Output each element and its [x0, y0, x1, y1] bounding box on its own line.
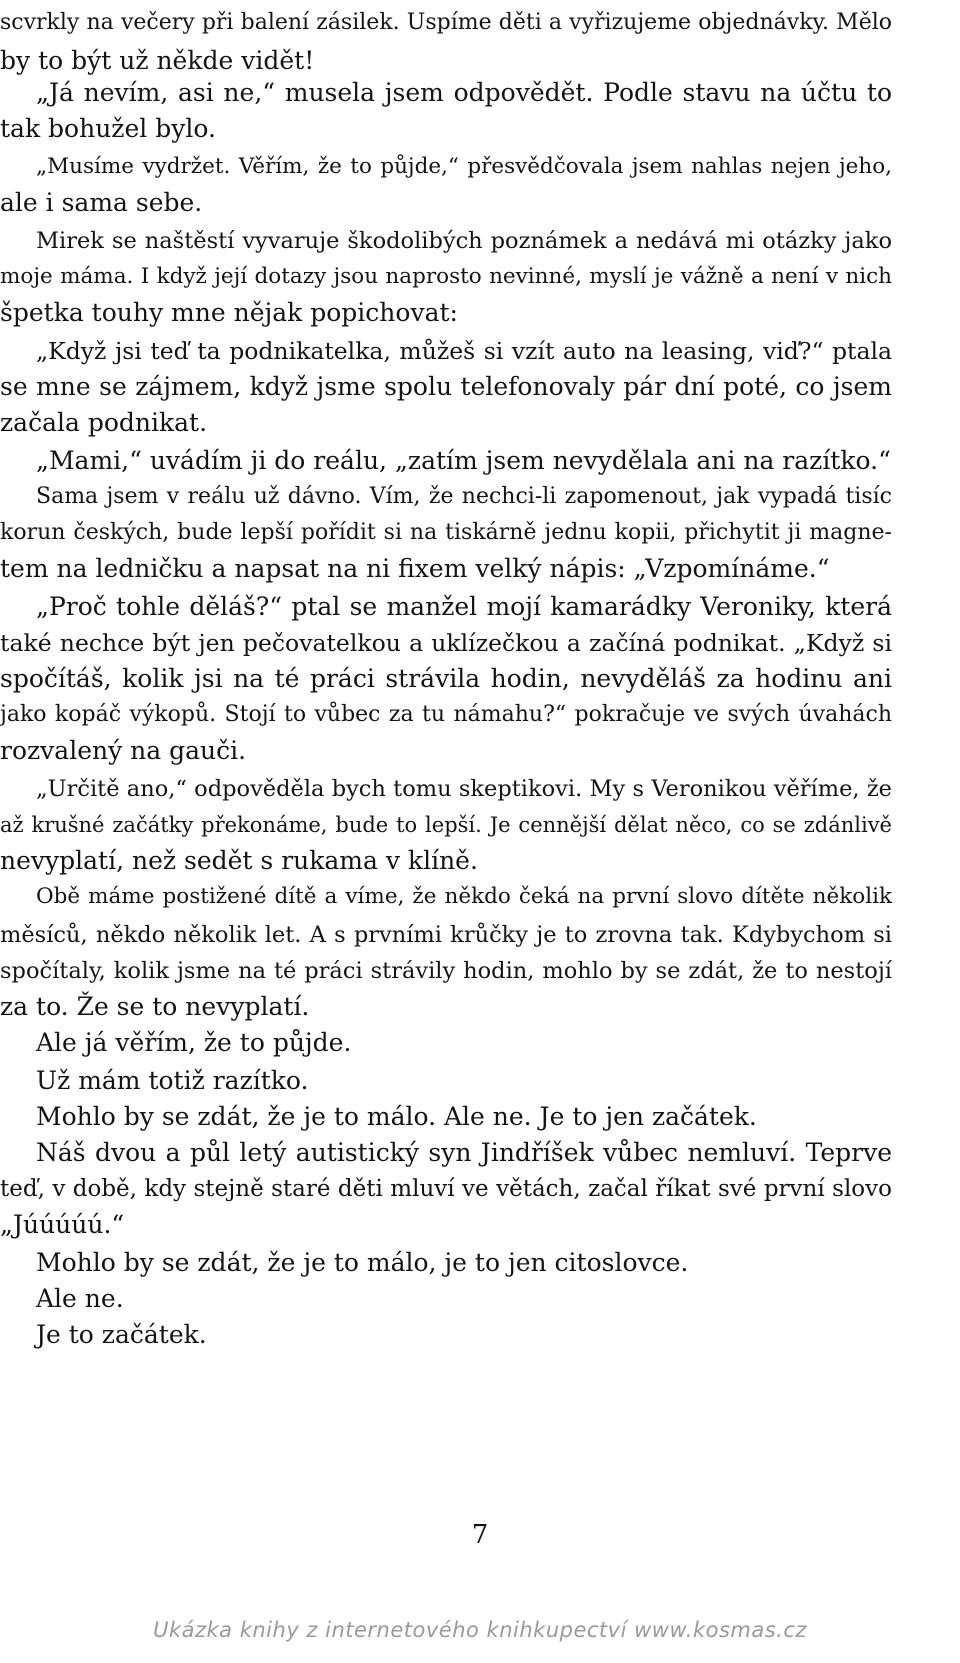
text-line: až krušné začátky překonáme, bude to lepší. Je cennější dělat něco, co se zdánlivě — [0, 813, 892, 837]
text-line: teď, v době, kdy stejně staré děti mluví ve větách, začal říkat své první slovo — [0, 1176, 892, 1202]
text-line: také nechce být jen pečovatelkou a uklízečkou a začíná podnikat. „Když si — [0, 629, 892, 657]
text-line: „Když jsi teď ta podnikatelka, můžeš si vzít auto na leasing, viď?“ ptala — [36, 337, 892, 365]
text-line: „Určitě ano,“ odpověděla bych tomu skeptikovi. My s Veronikou věříme, že — [36, 776, 892, 802]
text-line: moje máma. I když její dotazy jsou naprosto nevinné, myslí je vážně a není v nich — [0, 264, 892, 289]
footer-credit: Ukázka knihy z internetového knihkupectví www.kosmas.cz — [153, 1618, 807, 1642]
text-line: tak bohužel bylo. — [0, 114, 216, 143]
text-line: „Mami,“ uvádím ji do reálu, „zatím jsem nevydělala ani na razítko.“ — [36, 446, 891, 475]
text-line: „Proč tohle děláš?“ ptal se manžel mojí kamarádky Veroniky, která — [36, 592, 892, 621]
text-line: korun českých, bude lepší pořídit si na tiskárně jednu kopii, přichytit ji magne- — [0, 520, 892, 545]
text-line: scvrkly na večery při balení zásilek. Uspíme děti a vyřizujeme objednávky. Mělo — [0, 10, 892, 35]
text-line: měsíců, někdo několik let. A s prvními krůčky je to zrovna tak. Kdybychom si — [0, 922, 892, 948]
text-line: se mne se zájmem, když jsme spolu telefonovaly pár dní poté, co jsem — [0, 372, 892, 401]
page-number: 7 — [471, 1520, 489, 1550]
text-line: ale i sama sebe. — [0, 188, 203, 217]
text-line: spočítáš, kolik jsi na té práci strávila hodin, nevyděláš za hodinu ani — [0, 664, 892, 693]
text-line: Náš dvou a půl letý autistický syn Jindříšek vůbec nemluví. Teprve — [36, 1138, 892, 1167]
text-line: za to. Že se to nevyplatí. — [0, 992, 310, 1021]
text-line: jako kopáč výkopů. Stojí to vůbec za tu námahu?“ pokračuje ve svých úvahách — [0, 702, 892, 727]
text-line: „Já nevím, asi ne,“ musela jsem odpovědět. Podle stavu na účtu to — [36, 78, 892, 107]
text-line: Je to začátek. — [36, 1320, 207, 1349]
text-line: Sama jsem v reálu už dávno. Vím, že nechci-li zapomenout, jak vypadá tisíc — [36, 484, 892, 509]
text-line: Ale ne. — [36, 1284, 124, 1313]
text-line: Mohlo by se zdát, že je to málo. Ale ne. Je to jen začátek. — [36, 1102, 757, 1131]
text-line: špetka touhy mne nějak popichovat: — [0, 298, 458, 327]
text-line: Mohlo by se zdát, že je to málo, je to jen citoslovce. — [36, 1248, 689, 1277]
text-line: „Musíme vydržet. Věřím, že to půjde,“ přesvědčovala jsem nahlas nejen jeho, — [36, 154, 892, 179]
text-line: „Júúúúú.“ — [0, 1210, 125, 1239]
text-line: Mirek se naštěstí vyvaruje škodolibých poznámek a nedává mi otázky jako — [36, 228, 892, 254]
text-line: Ale já věřím, že to půjde. — [36, 1028, 352, 1057]
text-line: spočítaly, kolik jsme na té práci strávily hodin, mohlo by se zdát, že to nestojí — [0, 958, 892, 984]
text-line: Obě máme postižené dítě a víme, že někdo čeká na první slovo dítěte několik — [36, 884, 892, 909]
text-line: nevyplatí, než sedět s rukama v klíně. — [0, 846, 478, 875]
text-line: rozvalený na gauči. — [0, 736, 247, 765]
text-line: začala podnikat. — [0, 408, 208, 437]
text-line: Už mám totiž razítko. — [36, 1066, 309, 1095]
text-line: tem na ledničku a napsat na ni fixem velký nápis: „Vzpomínáme.“ — [0, 554, 830, 583]
text-line: by to být už někde vidět! — [0, 46, 315, 75]
